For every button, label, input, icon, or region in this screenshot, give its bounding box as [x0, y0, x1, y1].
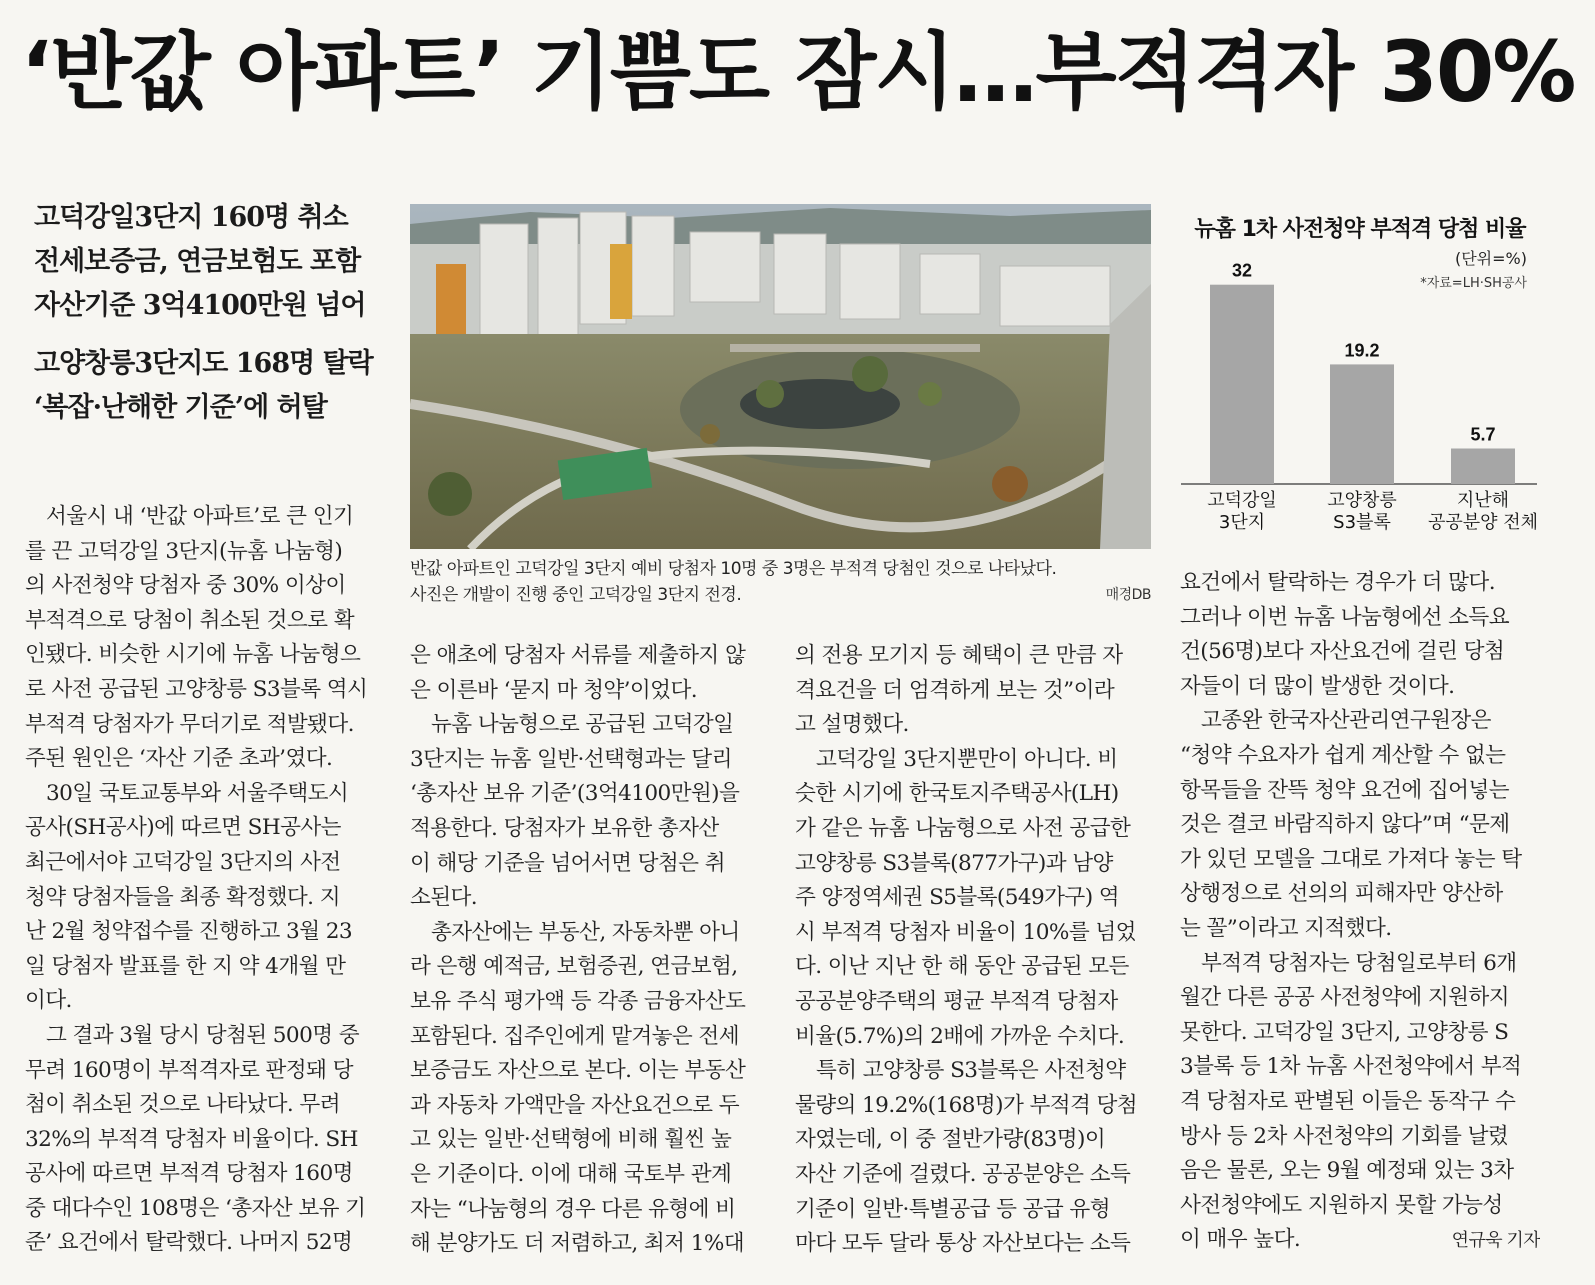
subhead-line: 고덕강일3단지 160명 취소: [34, 202, 348, 233]
body-text-line: 건(56명)보다 자산요건에 걸린 당첨: [1180, 639, 1505, 665]
body-text-line: 자들이 더 많이 발생한 것이다.: [1180, 673, 1455, 699]
bar-value-label: 19.2: [1344, 340, 1380, 361]
body-text-line: 준’ 요건에서 탈락했다. 나머지 52명: [25, 1230, 353, 1256]
subhead-group: [34, 196, 404, 328]
body-text-line: 월간 다른 공공 사전청약에 지원하지: [1180, 985, 1509, 1011]
body-text-line: 격 당첨자로 판별된 이들은 동작구 수: [1180, 1088, 1516, 1114]
bar-1: [1330, 364, 1394, 484]
body-text-line: 물량의 19.2%(168명)가 부적격 당첨: [795, 1092, 1138, 1118]
body-text-line: 음은 물론, 오는 9월 예정돼 있는 3차: [1180, 1158, 1514, 1184]
body-text-line: 3단지는 뉴홈 일반·선택형과는 달리: [410, 746, 732, 772]
body-text-line: 총자산에는 부동산, 자동차뿐 아니: [410, 919, 740, 945]
body-text-line: 은 기준이다. 이에 대해 국토부 관계: [410, 1161, 732, 1187]
subhead-line: 고양창릉3단지도 168명 탈락: [34, 348, 373, 379]
body-text-line: 사전청약에도 지원하지 못할 가능성: [1180, 1192, 1503, 1218]
body-text-line: 방사 등 2차 사전청약의 기회를 날렸: [1180, 1123, 1509, 1149]
body-text-line: 3블록 등 1차 뉴홈 사전청약에서 부적: [1180, 1054, 1522, 1080]
body-text-line: 다. 이난 지난 한 해 동안 공급된 모든: [795, 954, 1129, 980]
category-label: 고덕강일: [1207, 490, 1277, 511]
body-text-line: 기준이 일반·특별공급 등 공급 유형: [795, 1196, 1110, 1222]
body-text-line: 고양창릉 S3블록(877가구)과 남양: [795, 850, 1113, 876]
subhead-line: 자산기준 3억4100만원 넘어: [34, 290, 366, 321]
body-text-line: 청약 당첨자들을 최종 확정했다. 지: [25, 884, 340, 910]
body-text-line: 고 설명했다.: [795, 712, 909, 738]
body-text-line: 공사(SH공사)에 따르면 SH공사는: [25, 815, 341, 841]
category-label: 지난해: [1456, 490, 1510, 511]
body-text-line: 이 해당 기준을 넘어서면 당첨은 취: [410, 850, 725, 876]
article-column-4: [1180, 566, 1540, 1258]
body-text-line: 보증금도 자산으로 본다. 이는 부동산: [410, 1058, 746, 1084]
body-text-line: 부적격 당첨자가 무더기로 적발됐다.: [25, 711, 354, 737]
photo-credit: 매경DB: [1105, 587, 1151, 603]
aerial-photo-illustration: [410, 204, 1151, 549]
body-text-line: 부적격 당첨자는 당첨일로부터 6개: [1180, 950, 1517, 976]
subhead-group: [34, 342, 404, 430]
body-text-line: 은 이른바 ‘묻지 마 청약’이었다.: [410, 677, 697, 703]
category-label: 3단지: [1218, 512, 1266, 533]
body-text-line: 보유 주식 평가액 등 각종 금융자산도: [410, 988, 746, 1014]
subheads: [34, 196, 404, 444]
body-text-line: 의 사전청약 당첨자 중 30% 이상이: [25, 573, 346, 599]
article-column-1: [25, 500, 387, 1261]
subhead-line: 전세보증금, 연금보험도 포함: [34, 246, 361, 277]
body-text-line: 중 대다수인 108명은 ‘총자산 보유 기: [25, 1195, 366, 1221]
article-column-2: [410, 639, 770, 1262]
body-text-line: 부적격으로 당첨이 취소된 것으로 확: [25, 607, 354, 633]
body-text-line: 마다 모두 달라 통상 자산보다는 소득: [795, 1231, 1131, 1257]
body-text-line: 가 같은 뉴홈 나눔형으로 사전 공급한: [795, 815, 1131, 841]
closing-line-with-byline: [1180, 1223, 1540, 1258]
chart-title: 뉴홈 1차 사전청약 부적격 당첨 비율: [1194, 217, 1526, 242]
body-text-line: 주된 원인은 ‘자산 기준 초과’였다.: [25, 746, 333, 772]
body-text-line: 이 매우 높다.: [1180, 1227, 1301, 1253]
body-text-line: 은 애초에 당첨자 서류를 제출하지 않: [410, 643, 746, 668]
body-text-line: 요건에서 탈락하는 경우가 더 많다.: [1180, 570, 1495, 595]
bar-value-label: 5.7: [1470, 424, 1496, 445]
body-text-line: 해 분양가도 더 저렴하고, 최저 1%대: [410, 1231, 745, 1257]
bar-2: [1451, 448, 1515, 484]
chart-source: *자료=LH·SH공사: [1420, 276, 1527, 291]
body-text-line: 고 있는 일반·선택형에 비해 훨씬 높: [410, 1127, 732, 1153]
body-text-line: 비율(5.7%)의 2배에 가까운 수치다.: [795, 1023, 1125, 1049]
body-text-line: 항목들을 잔뜩 청약 요건에 집어넣는: [1180, 777, 1509, 803]
body-text-line: ‘총자산 보유 기준’(3억4100만원)을: [410, 781, 740, 807]
body-text-line: 첨이 취소된 것으로 나타났다. 무려: [25, 1092, 340, 1118]
bar-chart: [1165, 204, 1555, 544]
body-text-line: 이다.: [25, 988, 72, 1014]
article-photo: [410, 204, 1151, 549]
body-text-line: 뉴홈 나눔형으로 공급된 고덕강일: [410, 712, 734, 738]
body-text-line: 서울시 내 ‘반값 아파트’로 큰 인기: [25, 504, 354, 529]
category-label: S3블록: [1333, 512, 1391, 533]
body-text-line: 고덕강일 3단지뿐만이 아니다. 비: [795, 746, 1118, 772]
body-text-line: 30일 국토교통부와 서울주택도시: [25, 780, 349, 806]
body-text-line: 인됐다. 비슷한 시기에 뉴홈 나눔형으: [25, 642, 361, 668]
body-text-line: 그러나 이번 뉴홈 나눔형에선 소득요: [1180, 604, 1509, 630]
headline: ‘반값 아파트’ 기쁨도 잠시…부적격자 30%: [20, 23, 1575, 121]
body-text-line: 못한다. 고덕강일 3단지, 고양창릉 S: [1180, 1019, 1509, 1045]
body-text-line: 그 결과 3월 당시 당첨된 500명 중: [25, 1022, 359, 1048]
caption-line: 반값 아파트인 고덕강일 3단지 예비 당첨자 10명 중 3명은 부적격 당첨인 것으로 나타났다.: [410, 559, 1057, 579]
article-column-3: [795, 639, 1155, 1262]
chart-unit: (단위=%): [1454, 249, 1527, 268]
body-text-line: 는 꼴”이라고 지적했다.: [1180, 915, 1392, 941]
body-text-line: 의 전용 모기지 등 혜택이 큰 만큼 자: [795, 643, 1123, 668]
body-text-line: 일 당첨자 발표를 한 지 약 4개월 만: [25, 953, 346, 979]
body-text-line: 최근에서야 고덕강일 3단지의 사전: [25, 849, 341, 875]
category-label: 공공분양 전체: [1427, 512, 1539, 533]
category-label: 고양창릉: [1327, 490, 1397, 511]
body-text-line: 적용한다. 당첨자가 보유한 총자산: [410, 815, 719, 841]
body-text-line: 자산 기준에 걸렸다. 공공분양은 소득: [795, 1161, 1131, 1187]
body-text-line: 슷한 시기에 한국토지주택공사(LH): [795, 781, 1119, 807]
subhead-line: ‘복잡·난해한 기준’에 허탈: [34, 392, 327, 423]
chart-plot: [1165, 204, 1555, 544]
body-text-line: 32%의 부적격 당첨자 비율이다. SH: [25, 1126, 358, 1152]
body-text-line: 자는 “나눔형의 경우 다른 유형에 비: [410, 1196, 736, 1222]
body-text-line: 라 은행 예적금, 보험증권, 연금보험,: [410, 954, 738, 980]
body-text-line: 를 끈 고덕강일 3단지(뉴홈 나눔형): [25, 538, 343, 564]
body-text-line: 특히 고양창릉 S3블록은 사전청약: [795, 1058, 1126, 1084]
body-text-line: 시 부적격 당첨자 비율이 10%를 넘었: [795, 919, 1136, 945]
body-text-line: 자였는데, 이 중 절반가량(83명)이: [795, 1127, 1106, 1153]
bar-0: [1210, 285, 1274, 484]
body-text-line: 공공분양주택의 평균 부적격 당첨자: [795, 988, 1118, 1014]
body-text-line: 소된다.: [410, 885, 478, 911]
body-text-line: “청약 수요자가 쉽게 계산할 수 없는: [1180, 742, 1506, 768]
body-text-line: 상행정으로 선의의 피해자만 양산하: [1180, 881, 1503, 907]
body-text-line: 가 있던 모델을 그대로 가져다 놓는 탁: [1180, 846, 1522, 872]
bar-value-label: 32: [1231, 260, 1253, 281]
body-text-line: 주 양정역세권 S5블록(549가구) 역: [795, 885, 1120, 911]
body-text-line: 격요건을 더 엄격하게 보는 것”이라: [795, 677, 1115, 703]
body-text-line: 로 사전 공급된 고양창릉 S3블록 역시: [25, 676, 368, 702]
body-text-line: 포함된다. 집주인에게 맡겨놓은 전세: [410, 1023, 739, 1049]
body-text-line: 고종완 한국자산관리연구원장은: [1180, 708, 1491, 734]
byline: 연규욱 기자: [1451, 1230, 1540, 1251]
body-text-line: 난 2월 청약접수를 진행하고 3월 23: [25, 919, 352, 945]
photo-caption: [410, 556, 1151, 608]
body-text-line: 공사에 따르면 부적격 당첨자 160명: [25, 1161, 353, 1187]
body-text-line: 것은 결코 바람직하지 않다”며 “문제: [1180, 812, 1510, 838]
body-text-line: 과 자동차 가액만을 자산요건으로 두: [410, 1092, 739, 1118]
body-text-line: 무려 160명이 부적격자로 판정돼 당: [25, 1057, 353, 1083]
caption-line: 사진은 개발이 진행 중인 고덕강일 3단지 전경.: [410, 585, 742, 605]
